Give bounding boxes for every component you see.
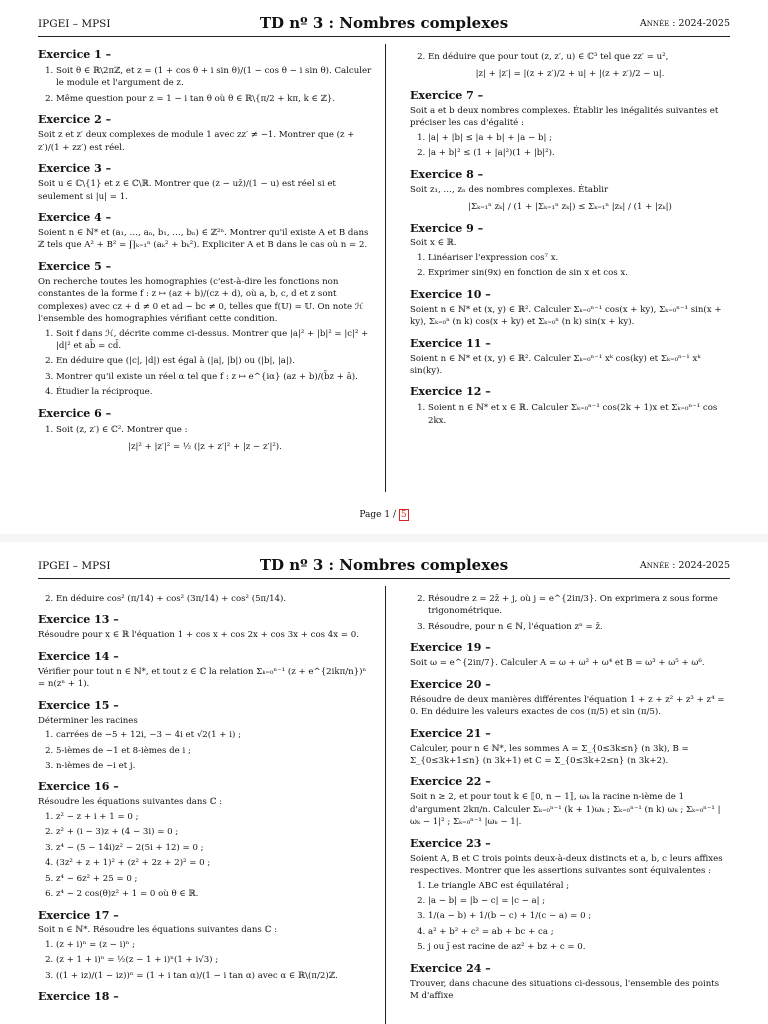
exercise-statement: Soient n ∈ ℕ* et (x, y) ∈ ℝ². Calculer Σₖ₌₀ⁿ⁻¹ xᵏ cos(ky) et Σₖ₌₀ⁿ⁻¹ xᵏ sin(ky). (410, 353, 701, 377)
exercise (38, 698, 372, 773)
page1-right-column (410, 44, 730, 430)
exercise (38, 112, 372, 154)
exercise-statement: Calculer, pour n ∈ ℕ*, les sommes A = Σ_{0≤3k≤n} (n 3k), B = Σ_{0≤3k+1≤n} (n 3k+1) et C = Σ_{0≤3k+2≤n} (n 3k+2). (410, 743, 689, 766)
exercise (38, 908, 372, 983)
exercise-statement: Soit a et b deux nombres complexes. Établir les inégalités suivantes et préciser les cas d'égalité : (410, 105, 719, 129)
exercise-statement: Résoudre de deux manières différentes l'équation 1 + z + z² + z³ + z⁴ = 0. En déduire les valeurs exactes de cos (π/5) et sin (π/5). (410, 694, 725, 718)
question-list (38, 729, 372, 772)
exercise (38, 47, 372, 105)
exercise-title: Exercice 13 – (38, 613, 119, 627)
exercise-statement: Déterminer les racines (38, 715, 138, 726)
header-title: TD nº 3 : Nombres complexes (259, 14, 509, 32)
question-item: 3. ((1 + iz)/(1 − iz))ⁿ = (1 + i tan α)/(1 − i tan α) avec α ∈ ℝ\(π/2)ℤ. (56, 970, 372, 982)
exercise (410, 593, 730, 633)
exercise (410, 961, 730, 1003)
exercise (410, 726, 730, 768)
exercise-title: Exercice 22 – (410, 775, 491, 789)
question-list (410, 880, 730, 954)
header-rule (38, 578, 730, 579)
question-list (410, 51, 730, 63)
exercise (410, 51, 730, 81)
exercise-title: Exercice 17 – (38, 908, 119, 922)
column-divider (385, 44, 386, 492)
exercise (410, 287, 730, 329)
exercise-title: Exercice 8 – (410, 167, 484, 181)
exercise-title: Exercice 2 – (38, 113, 112, 127)
exercise (38, 210, 372, 252)
exercise-title: Exercice 19 – (410, 641, 491, 655)
question-item: 2. |a − b| = |b − c| = |c − a| ; (428, 895, 730, 907)
page2-left-column (38, 586, 372, 1006)
question-list (38, 811, 372, 901)
question-list (410, 132, 730, 160)
page-number-label: Page 1 / (359, 510, 396, 520)
question-item: 2. (z + 1 + i)ⁿ = ½(z − 1 + i)ⁿ(1 + i√3) ; (56, 954, 372, 966)
page-number (0, 510, 768, 520)
question-item: 1. carrées de −5 + 12i, −3 − 4i et √2(1 + i) ; (56, 729, 372, 741)
question-list (38, 424, 372, 436)
page-total-link[interactable]: 5 (400, 510, 407, 520)
display-formula: |Σₖ₌₁ⁿ zₖ| / (1 + |Σₖ₌₁ⁿ zₖ|) ≤ Σₖ₌₁ⁿ |zₖ| / (1 + |zₖ|) (468, 202, 672, 213)
header-school: IPGEI – MPSI (38, 18, 111, 30)
exercise-title: Exercice 21 – (410, 726, 491, 740)
exercise (38, 989, 372, 1005)
exercise-statement: Résoudre pour x ∈ ℝ l'équation 1 + cos x + cos 2x + cos 3x + cos 4x = 0. (38, 630, 359, 641)
exercise-statement: Soit u ∈ ℂ\{1} et z ∈ ℂ\ℝ. Montrer que (z − uz̄)/(1 − u) est réel si et seulement si |u| = 1. (38, 179, 336, 202)
exercise-title: Exercice 23 – (410, 836, 491, 850)
question-item: 5. j ou j̄ est racine de az² + bz + c = 0. (428, 941, 730, 953)
question-item: 1. Soient n ∈ ℕ* et x ∈ ℝ. Calculer Σₖ₌₀ⁿ⁻¹ cos(2k + 1)x et Σₖ₌₀ⁿ⁻¹ cos 2kx. (428, 402, 730, 427)
question-list (38, 939, 372, 982)
question-item: 2. z² + (i − 3)z + (4 − 3i) = 0 ; (56, 826, 372, 838)
exercise (38, 161, 372, 203)
question-item: 1. Le triangle ABC est équilatéral ; (428, 880, 730, 892)
exercise-statement: Soient A, B et C trois points deux-à-deux distincts et a, b, c leurs affixes respectives. Montrer que les assertions suivantes sont équivalentes : (410, 853, 723, 877)
question-item: 2. Même question pour z = 1 − i tan θ où θ ∈ ℝ\{π/2 + kπ, k ∈ ℤ}. (56, 93, 372, 105)
exercise (38, 649, 372, 691)
question-item: 2. En déduire que (|c|, |d|) est égal à (|a|, |b|) ou (|b|, |a|). (56, 355, 372, 367)
exercise-title: Exercice 3 – (38, 162, 112, 176)
question-item: 1. |a| + |b| ≤ |a + b| + |a − b| ; (428, 132, 730, 144)
question-item: 2. |a + b|² ≤ (1 + |a|²)(1 + |b|²). (428, 147, 730, 159)
exercise-title: Exercice 10 – (410, 287, 491, 301)
exercise (38, 259, 372, 399)
exercise-title: Exercice 15 – (38, 698, 119, 712)
question-item: 3. n-ièmes de −i et j. (56, 760, 372, 772)
question-item: 4. a² + b² + c² = ab + bc + ca ; (428, 926, 730, 938)
question-item: 6. z⁴ − 2 cos(θ)z² + 1 = 0 où θ ∈ ℝ. (56, 888, 372, 900)
question-item: 1. z² − z + i + 1 = 0 ; (56, 811, 372, 823)
question-item: 2. En déduire que pour tout (z, z′, u) ∈ ℂ³ tel que zz′ = u², (428, 51, 730, 63)
header-year: Année : 2024-2025 (639, 560, 730, 571)
question-item: 1. Linéariser l'expression cos⁷ x. (428, 252, 730, 264)
question-item: 3. z⁴ − (5 − 14i)z² − 2(5i + 12) = 0 ; (56, 842, 372, 854)
question-list (38, 328, 372, 399)
exercise-statement: Soit x ∈ ℝ. (410, 238, 457, 249)
exercise (38, 406, 372, 454)
exercise-title: Exercice 11 – (410, 336, 491, 350)
exercise-statement: On recherche toutes les homographies (c'est-à-dire les fonctions non constantes de la forme f : z ↦ (az + b)/(cz + d), où a, b, c, d et z sont complexes) avec cz + d ≠ 0 et ad − bc ≠ 0, telles que f(𝕌) = 𝕌. On note ℋ l'ensemble des homographies vérifiant cette condition. (38, 276, 364, 325)
page2-right-column (410, 586, 730, 1005)
exercise (410, 221, 730, 280)
exercise-title: Exercice 24 – (410, 961, 491, 975)
header-title: TD nº 3 : Nombres complexes (259, 556, 509, 574)
exercise-statement: Trouver, dans chacune des situations ci-dessous, l'ensemble des points M d'affixe (410, 978, 720, 1002)
exercise-statement: Soient n ∈ ℕ* et (x, y) ∈ ℝ². Calculer Σₖ₌₀ⁿ⁻¹ cos(x + ky), Σₖ₌₀ⁿ⁻¹ sin(x + ky), Σₖ₌₀ⁿ (n k) cos(x + ky) et Σₖ₌₀ⁿ (n k) sin(x + ky). (410, 304, 722, 328)
question-list (410, 252, 730, 280)
page-header (38, 14, 730, 34)
question-item: 1. Soit (z, z′) ∈ ℂ². Montrer que : (56, 424, 372, 436)
question-item: 4. (3z² + z + 1)² + (z² + 2z + 2)² = 0 ; (56, 857, 372, 869)
exercise-title: Exercice 6 – (38, 406, 112, 420)
exercise-statement: Soit n ∈ ℕ*. Résoudre les équations suivantes dans ℂ : (38, 925, 278, 936)
page-header (38, 556, 730, 576)
exercise-statement: Soit z et z′ deux complexes de module 1 avec zz′ ≠ −1. Montrer que (z + z′)/(1 + zz′) est réel. (38, 130, 355, 153)
display-formula: |z|² + |z′|² = ½ (|z + z′|² + |z − z′|²). (128, 442, 282, 453)
header-school: IPGEI – MPSI (38, 560, 111, 572)
question-item: 1. Soit θ ∈ ℝ\2πℤ, et z = (1 + cos θ + i sin θ)/(1 − cos θ − i sin θ). Calculer le module et l'argument de z. (56, 65, 372, 90)
exercise-title: Exercice 16 – (38, 780, 119, 794)
exercise (38, 779, 372, 900)
page-separator (0, 534, 768, 542)
page-2 (0, 542, 768, 1024)
exercise-statement: Résoudre les équations suivantes dans ℂ : (38, 797, 223, 808)
exercise-statement: Vérifier pour tout n ∈ ℕ*, et tout z ∈ ℂ la relation Σₖ₌₀ⁿ⁻¹ (z + e^{2ikπ/n})ⁿ = n(zⁿ + 1). (38, 666, 367, 690)
exercise (410, 640, 730, 669)
exercise-title: Exercice 1 – (38, 48, 112, 61)
exercise-title: Exercice 14 – (38, 649, 119, 663)
question-item: 1. (z + i)ⁿ = (z − i)ⁿ ; (56, 939, 372, 951)
exercise (410, 167, 730, 214)
question-item: 3. 1/(a − b) + 1/(b − c) + 1/(c − a) = 0 ; (428, 910, 730, 922)
question-item: 3. Montrer qu'il existe un réel α tel que f : z ↦ e^{iα} (az + b)/(b̄z + ā). (56, 371, 372, 383)
question-list (410, 593, 730, 633)
question-item: 2. Exprimer sin(9x) en fonction de sin x et cos x. (428, 267, 730, 279)
exercise-statement: Soient n ∈ ℕ* et (a₁, …, aₙ, b₁, …, bₙ) ∈ ℤ²ⁿ. Montrer qu'il existe A et B dans ℤ tels que A² + B² = ∏ₖ₌₁ⁿ (aₖ² + bₖ²). Expliciter A et B dans le cas où n = 2. (38, 227, 369, 251)
exercise (410, 88, 730, 160)
exercise (410, 774, 730, 828)
exercise-title: Exercice 20 – (410, 677, 491, 691)
display-formula: |z| + |z′| = |(z + z′)/2 + u| + |(z + z′)/2 − u|. (475, 69, 665, 80)
exercise-title: Exercice 18 – (38, 990, 119, 1004)
question-item: 1. Soit f dans ℋ, décrite comme ci-dessus. Montrer que |a|² + |b|² = |c|² + |d|² et ab̄ = cd̄. (56, 328, 372, 353)
question-item: 4. Étudier la réciproque. (56, 386, 372, 398)
exercise-statement: Soit ω = e^{2iπ/7}. Calculer A = ω + ω² + ω⁴ et B = ω³ + ω⁵ + ω⁶. (410, 658, 705, 669)
exercise-title: Exercice 9 – (410, 221, 484, 235)
question-item: 5. z⁴ − 6z² + 25 = 0 ; (56, 873, 372, 885)
exercise (38, 612, 372, 641)
question-item: 3. Résoudre, pour n ∈ ℕ, l'équation zⁿ = z̄. (428, 621, 730, 633)
question-list (410, 402, 730, 427)
header-rule (38, 36, 730, 37)
question-list (38, 65, 372, 105)
exercise (410, 384, 730, 427)
exercise (410, 677, 730, 719)
exercise-statement: Soit z₁, …, zₙ des nombres complexes. Établir (410, 184, 609, 195)
column-divider (385, 586, 386, 1024)
exercise (410, 336, 730, 378)
exercise-title: Exercice 12 – (410, 385, 491, 399)
exercise (410, 836, 730, 954)
exercise-title: Exercice 7 – (410, 88, 484, 102)
exercise-title: Exercice 5 – (38, 259, 112, 273)
question-item: 2. En déduire cos² (π/14) + cos² (3π/14) + cos² (5π/14). (56, 593, 372, 605)
exercise-title: Exercice 4 – (38, 210, 112, 224)
exercise (38, 593, 372, 605)
page1-left-column (38, 40, 372, 459)
question-list (38, 593, 372, 605)
question-item: 2. 5-ièmes de −1 et 8-ièmes de i ; (56, 745, 372, 757)
header-year: Année : 2024-2025 (639, 18, 730, 29)
question-item: 2. Résoudre z = 2z̄ + j, où j = e^{2iπ/3}. On exprimera z sous forme trigonométrique. (428, 593, 730, 618)
exercise-statement: Soit n ≥ 2, et pour tout k ∈ ⟦0, n − 1⟧, ωₖ la racine n-ième de 1 d'argument 2kπ/n. Calculer Σₖ₌₀ⁿ⁻¹ (k + 1)ωₖ ; Σₖ₌₀ⁿ⁻¹ (n k) ωₖ ; Σₖ₌₀ⁿ⁻¹ |ωₖ − 1|² ; Σₖ₌₀ⁿ⁻¹ |ωₖ − 1|. (410, 792, 721, 828)
